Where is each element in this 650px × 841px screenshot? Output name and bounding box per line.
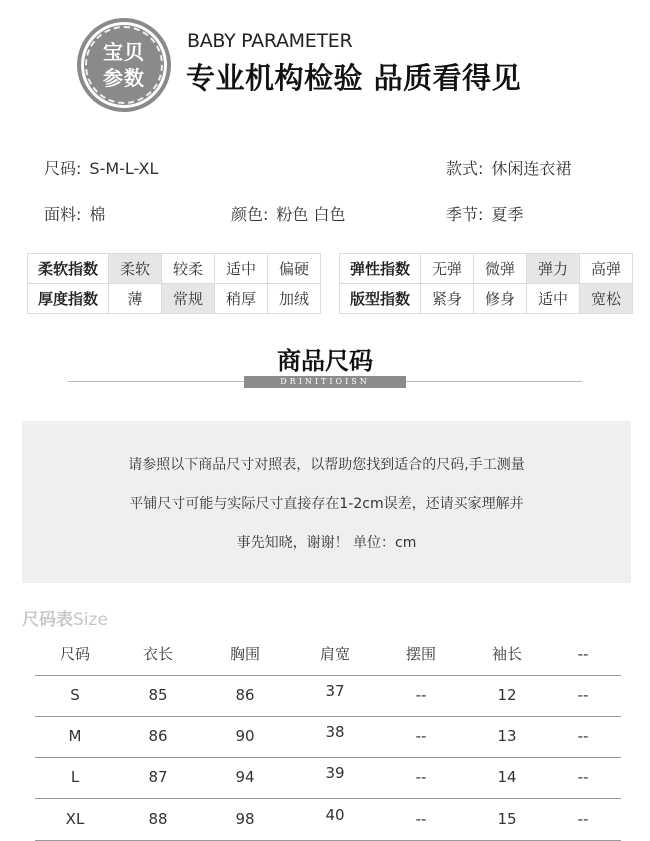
attr-style-value: 休闲连衣裙 bbox=[491, 159, 572, 178]
size-table-cell: 12 bbox=[497, 686, 517, 704]
index-option: 高弹 bbox=[580, 254, 633, 284]
size-table-cell: 13 bbox=[497, 727, 517, 745]
index-option: 柔软 bbox=[109, 254, 162, 284]
size-table-cell: 39 bbox=[325, 764, 345, 782]
size-table-row bbox=[35, 757, 621, 799]
attr-color-label: 颜色: bbox=[231, 205, 269, 224]
size-table-cell: 37 bbox=[325, 682, 345, 700]
index-option: 微弹 bbox=[474, 254, 527, 284]
size-table-cell: 90 bbox=[235, 727, 255, 745]
index-row-elasticity bbox=[340, 254, 633, 284]
attr-style bbox=[446, 156, 571, 179]
size-table-row bbox=[35, 799, 621, 841]
attr-fabric-value: 棉 bbox=[89, 205, 106, 224]
index-row-thickness bbox=[28, 284, 321, 314]
index-name: 柔软指数 bbox=[28, 254, 109, 284]
index-option: 适中 bbox=[215, 254, 268, 284]
size-table-cell: 40 bbox=[325, 806, 345, 824]
size-table-row bbox=[35, 675, 621, 717]
attr-fabric-label: 面料: bbox=[44, 205, 82, 224]
section-subtitle: DRINITIOISN bbox=[244, 376, 406, 388]
size-table-cell: XL bbox=[65, 810, 85, 828]
size-table-cell: -- bbox=[415, 810, 427, 828]
measurement-note bbox=[22, 421, 631, 583]
size-table-header-cell: 摆围 bbox=[405, 645, 436, 663]
index-option: 紧身 bbox=[421, 284, 474, 314]
index-option: 无弹 bbox=[421, 254, 474, 284]
badge-line-2: 参数 bbox=[103, 66, 145, 90]
size-table-cell: 86 bbox=[235, 686, 255, 704]
index-table-left bbox=[27, 253, 321, 314]
section-title: 商品尺码 bbox=[277, 347, 373, 375]
attr-color-value: 粉色 白色 bbox=[276, 205, 346, 224]
index-option: 修身 bbox=[474, 284, 527, 314]
index-name: 弹性指数 bbox=[340, 254, 421, 284]
size-table-header-cell: 胸围 bbox=[229, 645, 260, 663]
index-option: 加绒 bbox=[268, 284, 321, 314]
badge-line-1: 宝贝 bbox=[103, 40, 145, 64]
index-option: 较柔 bbox=[162, 254, 215, 284]
size-caption-cn: 尺码表 bbox=[22, 610, 73, 630]
attr-style-label: 款式: bbox=[446, 159, 484, 178]
attr-fabric bbox=[44, 202, 105, 225]
size-table-header-cell: 衣长 bbox=[142, 645, 173, 663]
size-table-cell: 38 bbox=[325, 723, 345, 741]
index-option: 偏硬 bbox=[268, 254, 321, 284]
size-table-cell: 94 bbox=[235, 768, 255, 786]
note-line-2: 平铺尺寸可能与实际尺寸直接存在1-2cm误差，还请买家理解并 bbox=[129, 496, 524, 512]
index-table-right bbox=[339, 253, 633, 314]
note-line-1: 请参照以下商品尺寸对照表，以帮助您找到适合的尺码,手工测量 bbox=[128, 457, 525, 473]
attr-color bbox=[231, 202, 346, 225]
index-option: 常规 bbox=[162, 284, 215, 314]
index-row-softness bbox=[28, 254, 321, 284]
size-table-header-cell: 袖长 bbox=[491, 645, 522, 663]
size-table-row bbox=[35, 716, 621, 758]
size-table-cell: 88 bbox=[148, 810, 168, 828]
size-table-header-cell: -- bbox=[577, 645, 589, 663]
size-table-cell: M bbox=[68, 727, 82, 745]
size-table-cell: -- bbox=[415, 768, 427, 786]
size-table-cell: 15 bbox=[497, 810, 517, 828]
size-table-cell: L bbox=[70, 768, 80, 786]
attr-size-label: 尺码: bbox=[44, 159, 82, 178]
size-table-cell: 85 bbox=[148, 686, 168, 704]
size-table-cell: -- bbox=[577, 686, 589, 704]
attr-season-value: 夏季 bbox=[491, 205, 524, 224]
attr-size-value: S-M-L-XL bbox=[89, 159, 159, 178]
note-line-3: 事先知晓，谢谢！ 单位：cm bbox=[236, 535, 417, 551]
size-table-cell: -- bbox=[415, 727, 427, 745]
index-name: 厚度指数 bbox=[28, 284, 109, 314]
size-table-cell: -- bbox=[577, 727, 589, 745]
index-option: 宽松 bbox=[580, 284, 633, 314]
size-table-cell: -- bbox=[577, 810, 589, 828]
chinese-title: 专业机构检验 品质看得见 bbox=[186, 61, 522, 95]
size-table-cell: 14 bbox=[497, 768, 517, 786]
size-table-cell: S bbox=[70, 686, 80, 704]
size-table-cell: 86 bbox=[148, 727, 168, 745]
size-table-cell: -- bbox=[415, 686, 427, 704]
size-table-cell: 98 bbox=[235, 810, 255, 828]
size-table-header-cell: 肩宽 bbox=[319, 645, 350, 663]
size-caption-en: Size bbox=[73, 610, 108, 630]
size-table-cell: -- bbox=[577, 768, 589, 786]
index-option: 稍厚 bbox=[215, 284, 268, 314]
index-option: 弹力 bbox=[527, 254, 580, 284]
index-name: 版型指数 bbox=[340, 284, 421, 314]
index-option: 薄 bbox=[109, 284, 162, 314]
size-table-caption bbox=[22, 605, 108, 630]
size-table-cell: 87 bbox=[148, 768, 168, 786]
attr-season-label: 季节: bbox=[446, 205, 484, 224]
parameter-badge bbox=[81, 22, 167, 108]
index-row-fit bbox=[340, 284, 633, 314]
size-table-header-row bbox=[35, 634, 621, 676]
index-option: 适中 bbox=[527, 284, 580, 314]
english-title: BABY PARAMETER bbox=[187, 30, 353, 52]
size-table-header-cell: 尺码 bbox=[59, 645, 90, 663]
attr-season bbox=[446, 202, 523, 225]
attr-size bbox=[44, 156, 158, 179]
